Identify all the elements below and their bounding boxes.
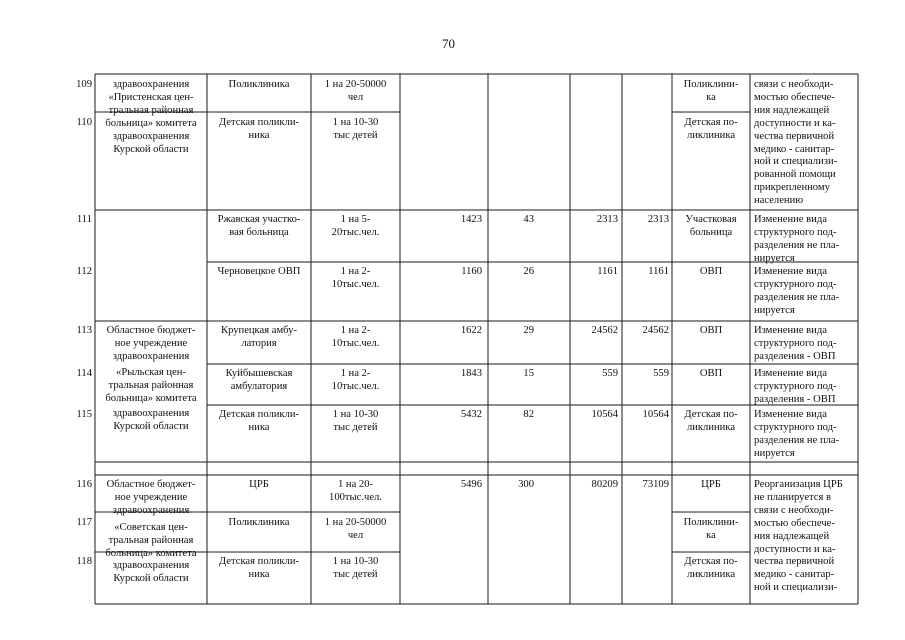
value-col2: 15	[523, 368, 534, 379]
unit-type: ЦРБ	[701, 479, 721, 490]
value-col3: 80209	[591, 479, 618, 490]
object-name: Поликлиника	[228, 79, 290, 90]
value-col1: 5496	[460, 479, 482, 490]
object-name: ЦРБ	[249, 479, 269, 490]
value-col2: 300	[518, 479, 534, 490]
value-col3: 559	[602, 368, 618, 379]
row-number: 113	[76, 325, 92, 336]
object-name: Детская поликли- ника	[218, 409, 300, 433]
org-sovet: Областное бюджет- ное учреждение здравоохранения «Советская цен- тральная районная больница» комитета здравоохранения Курской области	[105, 479, 197, 585]
object-name: Детская поликли- ника	[218, 117, 300, 141]
value-col4: 2313	[647, 214, 669, 225]
object-name: Поликлиника	[228, 517, 290, 528]
value-col4: 24562	[642, 325, 669, 336]
unit-type: ОВП	[699, 266, 723, 277]
norm-value: 1 на 20- 100тыс.чел.	[329, 479, 382, 503]
unit-type: Участковая больница	[685, 214, 737, 238]
norm-value: 1 на 20-50000 чел	[324, 517, 387, 541]
note: Изменение вида структурного под- разделения не пла- нируется	[754, 214, 840, 264]
unit-type: Детская по- ликлиника	[684, 409, 738, 433]
unit-type: Поликлини- ка	[683, 517, 739, 541]
note: Изменение вида структурного под- разделения - ОВП	[754, 368, 837, 405]
value-col2: 82	[523, 409, 534, 420]
norm-value: 1 на 2- 10тыс.чел.	[331, 325, 380, 349]
org-pristen: здравоохранения «Пристенская цен- тральная районная больница» комитета здравоохранения Курской области	[105, 79, 197, 155]
norm-value: 1 на 2- 10тыс.чел.	[331, 368, 380, 392]
object-name: Ржавская участко- вая больница	[217, 214, 301, 238]
value-col1: 1160	[461, 266, 482, 277]
norm-value: 1 на 20-50000 чел	[324, 79, 387, 103]
value-col4: 73109	[642, 479, 669, 490]
value-col4: 559	[653, 368, 669, 379]
value-col1: 5432	[460, 409, 482, 420]
norm-value: 1 на 10-30 тыс детей	[332, 117, 379, 141]
norm-value: 1 на 2- 10тыс.чел.	[331, 266, 380, 290]
note: Изменение вида структурного под- разделения не пла- нируется	[754, 409, 840, 459]
value-col3: 10564	[591, 409, 618, 420]
value-col1: 1622	[460, 325, 482, 336]
value-col4: 1161	[648, 266, 669, 277]
row-number: 112	[76, 266, 92, 277]
unit-type: Детская по- ликлиника	[684, 556, 738, 580]
value-col3: 1161	[597, 266, 618, 277]
value-col1: 1423	[460, 214, 482, 225]
row-number: 109	[76, 79, 92, 90]
norm-value: 1 на 10-30 тыс детей	[332, 409, 379, 433]
object-name: Крупецкая амбу- латория	[221, 325, 297, 349]
row-number: 116	[76, 479, 92, 490]
note: Изменение вида структурного под- разделения не пла- нируется	[754, 266, 840, 316]
value-col4: 10564	[642, 409, 669, 420]
note: Изменение вида структурного под- разделения - ОВП	[754, 325, 837, 362]
unit-type: Детская по- ликлиника	[684, 117, 738, 141]
row-number: 115	[76, 409, 92, 420]
unit-type: ОВП	[699, 325, 723, 336]
unit-type: Поликлини- ка	[683, 79, 739, 103]
note-merged-top: связи с необходи- мостью обеспече- ния надлежащей доступности и ка- чества первичной медико - санитар- ной и специализи- рованной помощи прикрепленному населению	[754, 79, 838, 207]
value-col2: 29	[523, 325, 534, 336]
norm-value: 1 на 10-30 тыс детей	[332, 556, 379, 580]
object-name: Черновецкое ОВП	[217, 266, 301, 277]
norm-value: 1 на 5- 20тыс.чел.	[331, 214, 380, 238]
note-merged-bottom: Реорганизация ЦРБ не планируется в связи с необходи- мостью обеспече- ния надлежащей доступности и ка- чества первичной медико - санитар- ной и специализи-	[754, 479, 843, 594]
object-name: Детская поликли- ника	[218, 556, 300, 580]
value-col3: 24562	[591, 325, 618, 336]
org-rylsk: Областное бюджет- ное учреждение здравоохранения «Рыльская цен- тральная районная больница» комитета здравоохранения Курской области	[105, 325, 197, 433]
row-number: 111	[76, 214, 92, 225]
value-col2: 43	[523, 214, 534, 225]
value-col2: 26	[523, 266, 534, 277]
row-number: 114	[76, 368, 92, 379]
row-number: 110	[76, 117, 92, 128]
object-name: Куйбышевская амбулатория	[225, 368, 293, 392]
row-number: 117	[76, 517, 92, 528]
value-col1: 1843	[460, 368, 482, 379]
unit-type: ОВП	[699, 368, 723, 379]
row-number: 118	[76, 556, 92, 567]
value-col3: 2313	[596, 214, 618, 225]
page-number: 70	[442, 36, 455, 51]
